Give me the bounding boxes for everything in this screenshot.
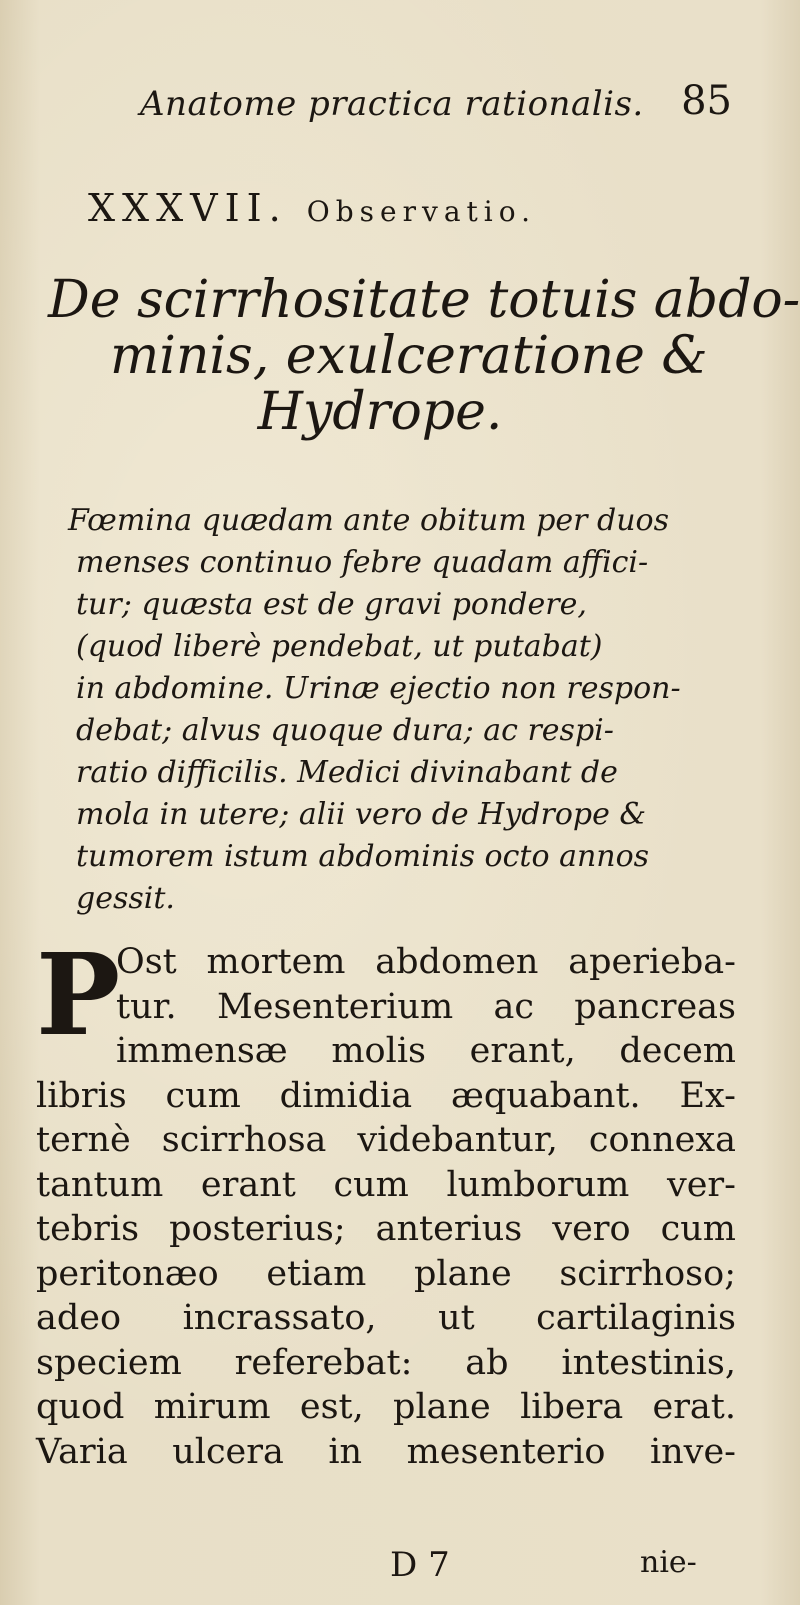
running-title: Anatome practica rationalis.	[140, 84, 644, 124]
signature-mark: D 7	[390, 1545, 450, 1585]
body-line: adeo incrassato, ut cartilaginis	[36, 1298, 736, 1338]
body-line: Varia ulcera in mesenterio inve-	[36, 1431, 736, 1472]
drop-cap-initial: P	[36, 930, 121, 1061]
summary-line: tur; quæsta est de gravi pondere,	[76, 587, 587, 622]
page-header	[120, 78, 740, 138]
body-line: peritonæo etiam plane scirrhoso;	[36, 1253, 736, 1294]
summary-line: tumorem istum abdominis octo annos	[76, 839, 650, 874]
observation-number: XXXVII.	[88, 186, 288, 230]
summary-line: menses continuo febre quadam affici-	[76, 545, 649, 580]
summary-line: ratio difficilis. Medici divinabant de	[76, 755, 618, 790]
summary-line: mola in utere; alii vero de Hydrope &	[76, 797, 647, 832]
summary-line: in abdomine. Urinæ ejectio non respon-	[76, 671, 681, 706]
summary-line: gessit.	[76, 881, 175, 916]
body-line: quod mirum est, plane libera erat.	[36, 1387, 736, 1427]
catchword: nie-	[640, 1545, 697, 1580]
summary-line: debat; alvus quoque dura; ac respi-	[76, 713, 614, 748]
title-line: Hydrope.	[257, 382, 503, 442]
page-number: 85	[681, 78, 732, 124]
body-line: tur. Mesenterium ac pancreas	[116, 986, 736, 1027]
body-line: immensæ molis erant, decem	[116, 1031, 736, 1071]
body-text	[36, 930, 736, 1474]
observation-heading	[88, 186, 536, 230]
body-line: ternè scirrhosa videbantur, connexa	[36, 1120, 736, 1160]
observation-title	[40, 270, 800, 442]
body-line: speciem referebat: ab intestinis,	[36, 1342, 736, 1383]
title-line: De scirrhositate totuis abdo-	[48, 270, 800, 330]
case-summary	[68, 500, 736, 920]
observation-label: Observatio.	[306, 195, 536, 228]
title-line: minis, exulceratione &	[110, 326, 708, 386]
summary-line: (quod liberè pendebat, ut putabat)	[76, 629, 603, 664]
summary-line: Fœmina quædam ante obitum per duos	[68, 503, 670, 538]
body-line: Ost mortem abdomen aperieba-	[116, 942, 736, 982]
body-line: tebris posterius; anterius vero cum	[36, 1209, 736, 1249]
body-line: tantum erant cum lumborum ver-	[36, 1164, 736, 1205]
body-line: libris cum dimidia æquabant. Ex-	[36, 1075, 736, 1116]
